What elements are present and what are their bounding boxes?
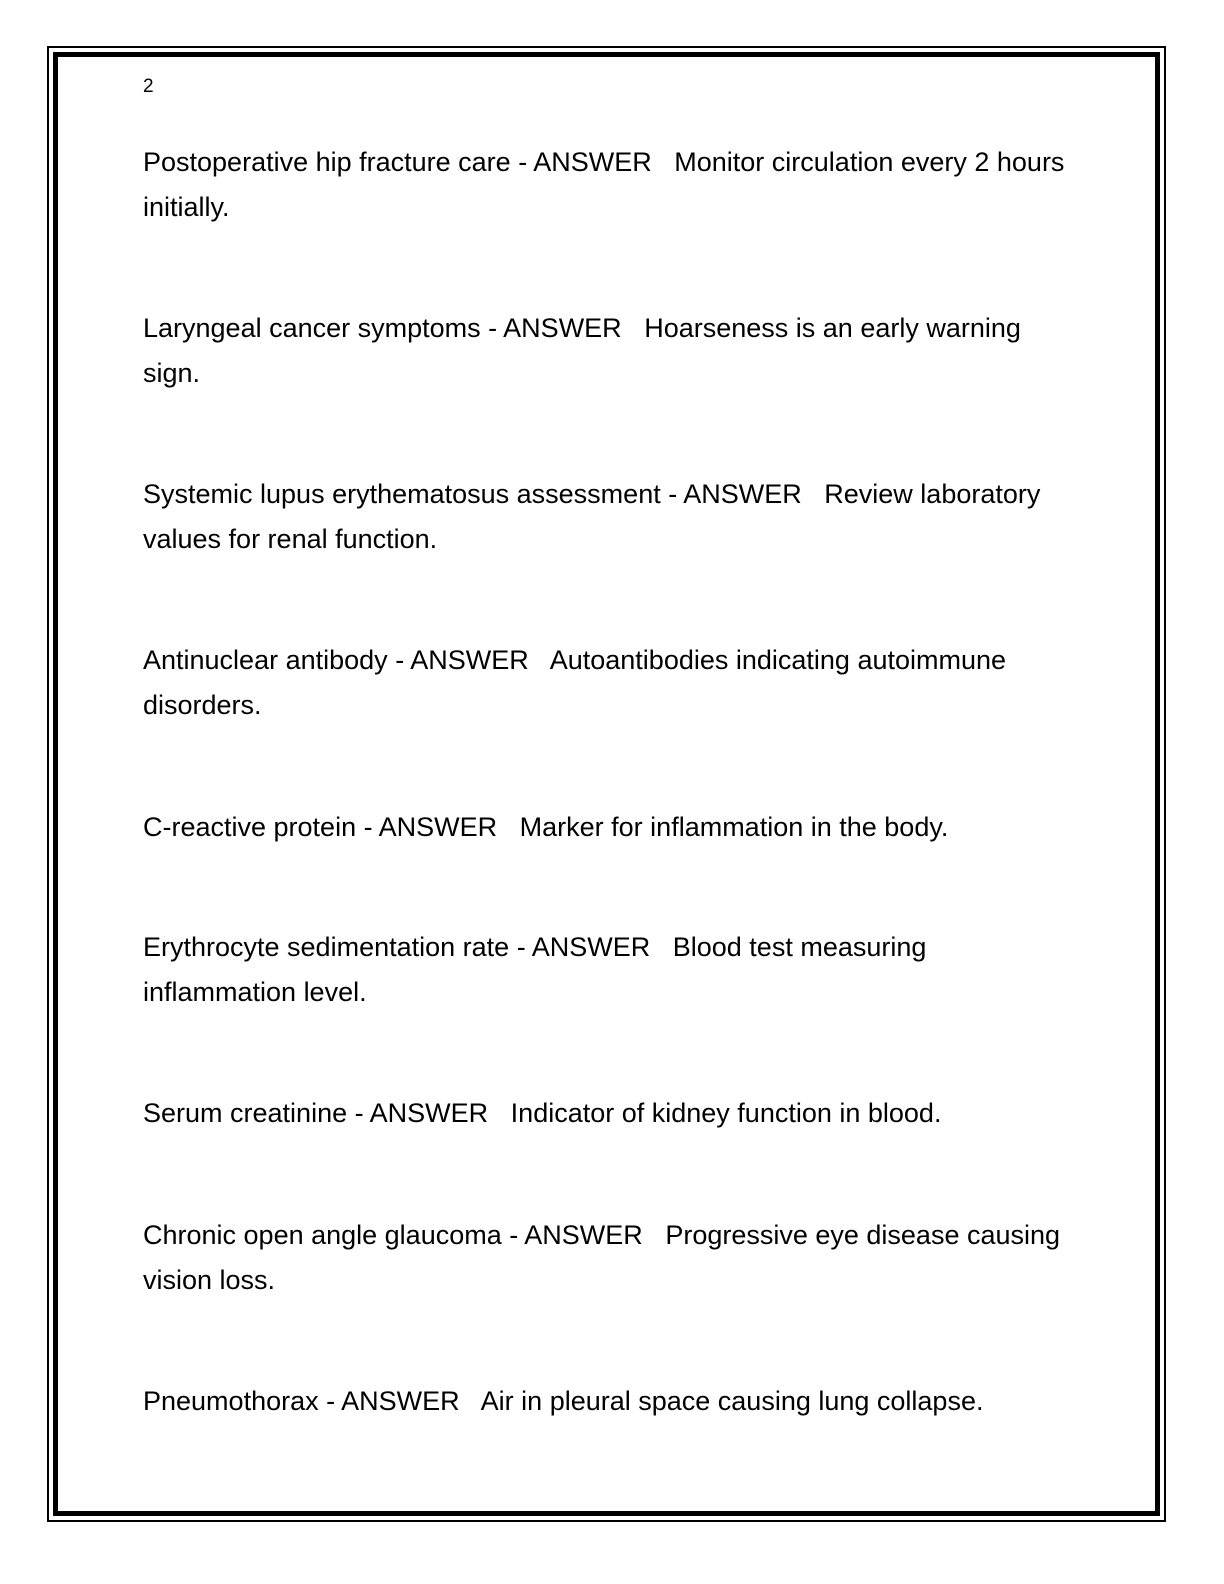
entry-marker: - ANSWER [509,1220,643,1250]
entry-term: Antinuclear antibody [143,645,388,675]
entry-answer: Autoantibodies indicating autoimmune disorders. [143,645,1007,720]
page-number: 2 [143,76,154,97]
entry-term: Serum creatinine [143,1098,348,1128]
entry-c-reactive-protein [143,805,1073,850]
entry-postoperative-hip-fracture-care [143,140,1073,230]
entry-marker: - ANSWER [518,147,652,177]
entry-term: Laryngeal cancer symptoms [143,313,481,343]
entry-term: Postoperative hip fracture care [143,147,511,177]
entry-marker: - ANSWER [363,812,498,842]
entry-serum-creatinine [143,1091,1073,1136]
entry-answer: Review laboratory values for renal function. [143,479,1041,554]
entry-answer: Blood test measuring inflammation level. [143,932,927,1007]
entry-laryngeal-cancer-symptoms [143,306,1073,396]
entry-marker: - ANSWER [516,932,651,962]
entry-answer: Monitor circulation every 2 hours initially. [143,147,1065,222]
entry-term: Erythrocyte sedimentation rate [143,932,510,962]
entry-term: Systemic lupus erythematosus assessment [143,479,661,509]
entry-term: Chronic open angle glaucoma [143,1220,502,1250]
entry-marker: - ANSWER [326,1386,460,1416]
entry-answer: Hoarseness is an early warning sign. [143,313,1021,388]
entry-marker: - ANSWER [488,313,622,343]
entry-marker: - ANSWER [395,645,529,675]
entry-marker: - ANSWER [668,479,802,509]
entry-term: C-reactive protein [143,812,357,842]
entry-systemic-lupus-erythematosus-assessment [143,472,1073,562]
entry-chronic-open-angle-glaucoma [143,1213,1073,1303]
entry-antinuclear-antibody [143,638,1073,728]
entry-term: Pneumothorax [143,1386,319,1416]
entry-pneumothorax [143,1379,1073,1424]
entry-erythrocyte-sedimentation-rate [143,925,1073,1015]
entry-answer: Indicator of kidney function in blood. [510,1098,942,1128]
entry-marker: - ANSWER [354,1098,489,1128]
entry-answer: Progressive eye disease causing vision loss. [143,1220,1061,1295]
entry-answer: Air in pleural space causing lung collapse. [480,1386,984,1416]
entry-answer: Marker for inflammation in the body. [519,812,949,842]
